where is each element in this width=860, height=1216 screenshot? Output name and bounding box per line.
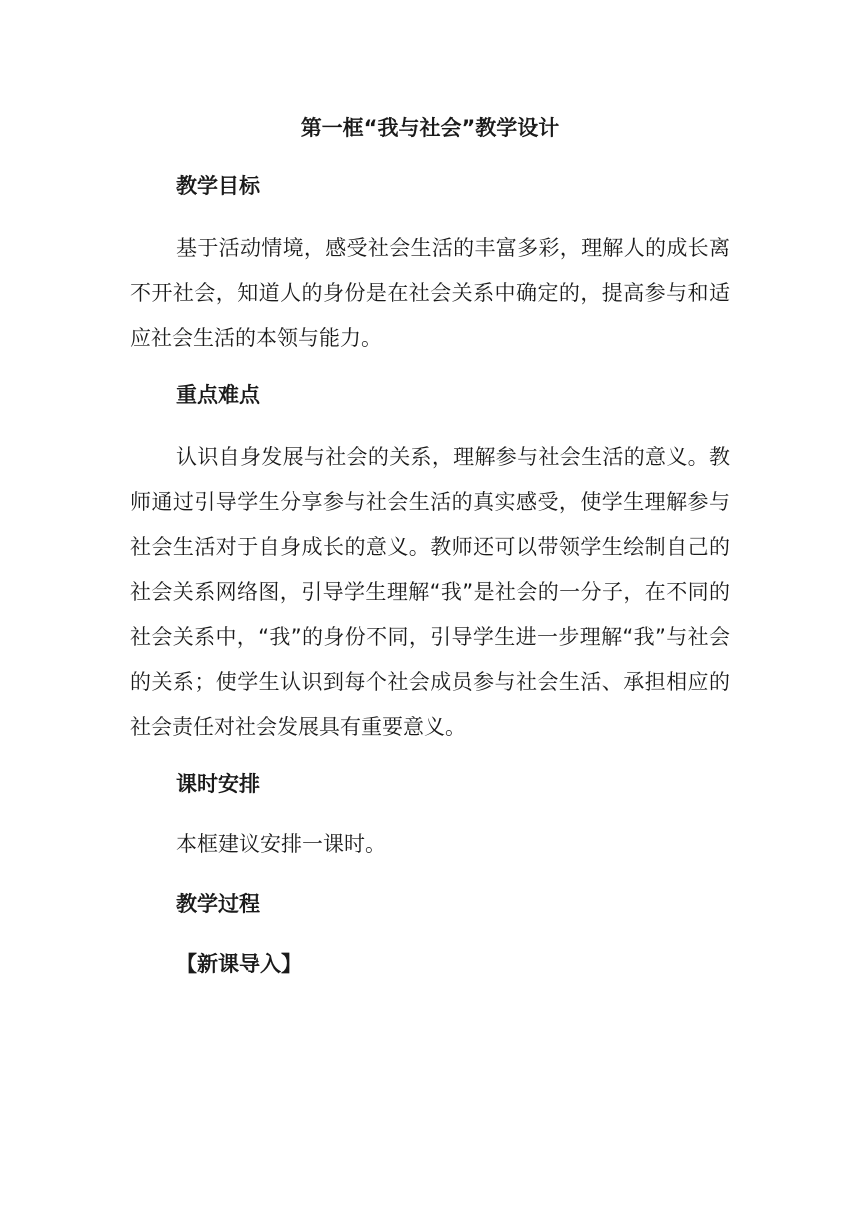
section-heading-objectives: 教学目标 — [176, 174, 260, 198]
section-body-schedule: 本框建议安排一课时。 — [176, 832, 386, 856]
section-body-objectives: 基于活动情境，感受社会生活的丰富多彩，理解人的成长离不开社会，知道人的身份是在社会关系中确定的，提高参与和适应社会生活的本领与能力。 — [130, 236, 730, 350]
section-heading-process: 教学过程 — [176, 892, 260, 916]
section-body-key-points: 认识自身发展与社会的关系，理解参与社会生活的意义。教师通过引导学生分享参与社会生活的真实感受，使学生理解参与社会生活对于自身成长的意义。教师还可以带领学生绘制自己的社会关系网络图，引导学生理解“我”是社会的一分子，在不同的社会关系中，“我”的身份不同，引导学生进一步理解“我”与社会的关系；使学生认识到每个社会成员参与社会生活、承担相应的社会责任对社会发展具有重要意义。 — [130, 445, 730, 739]
section-heading-key-points: 重点难点 — [176, 383, 260, 407]
section-heading-schedule: 课时安排 — [176, 772, 260, 796]
document-title: 第一框“我与社会”教学设计 — [300, 116, 560, 140]
document-page — [130, 108, 730, 984]
section-subheading-intro: 【新课导入】 — [176, 952, 302, 976]
